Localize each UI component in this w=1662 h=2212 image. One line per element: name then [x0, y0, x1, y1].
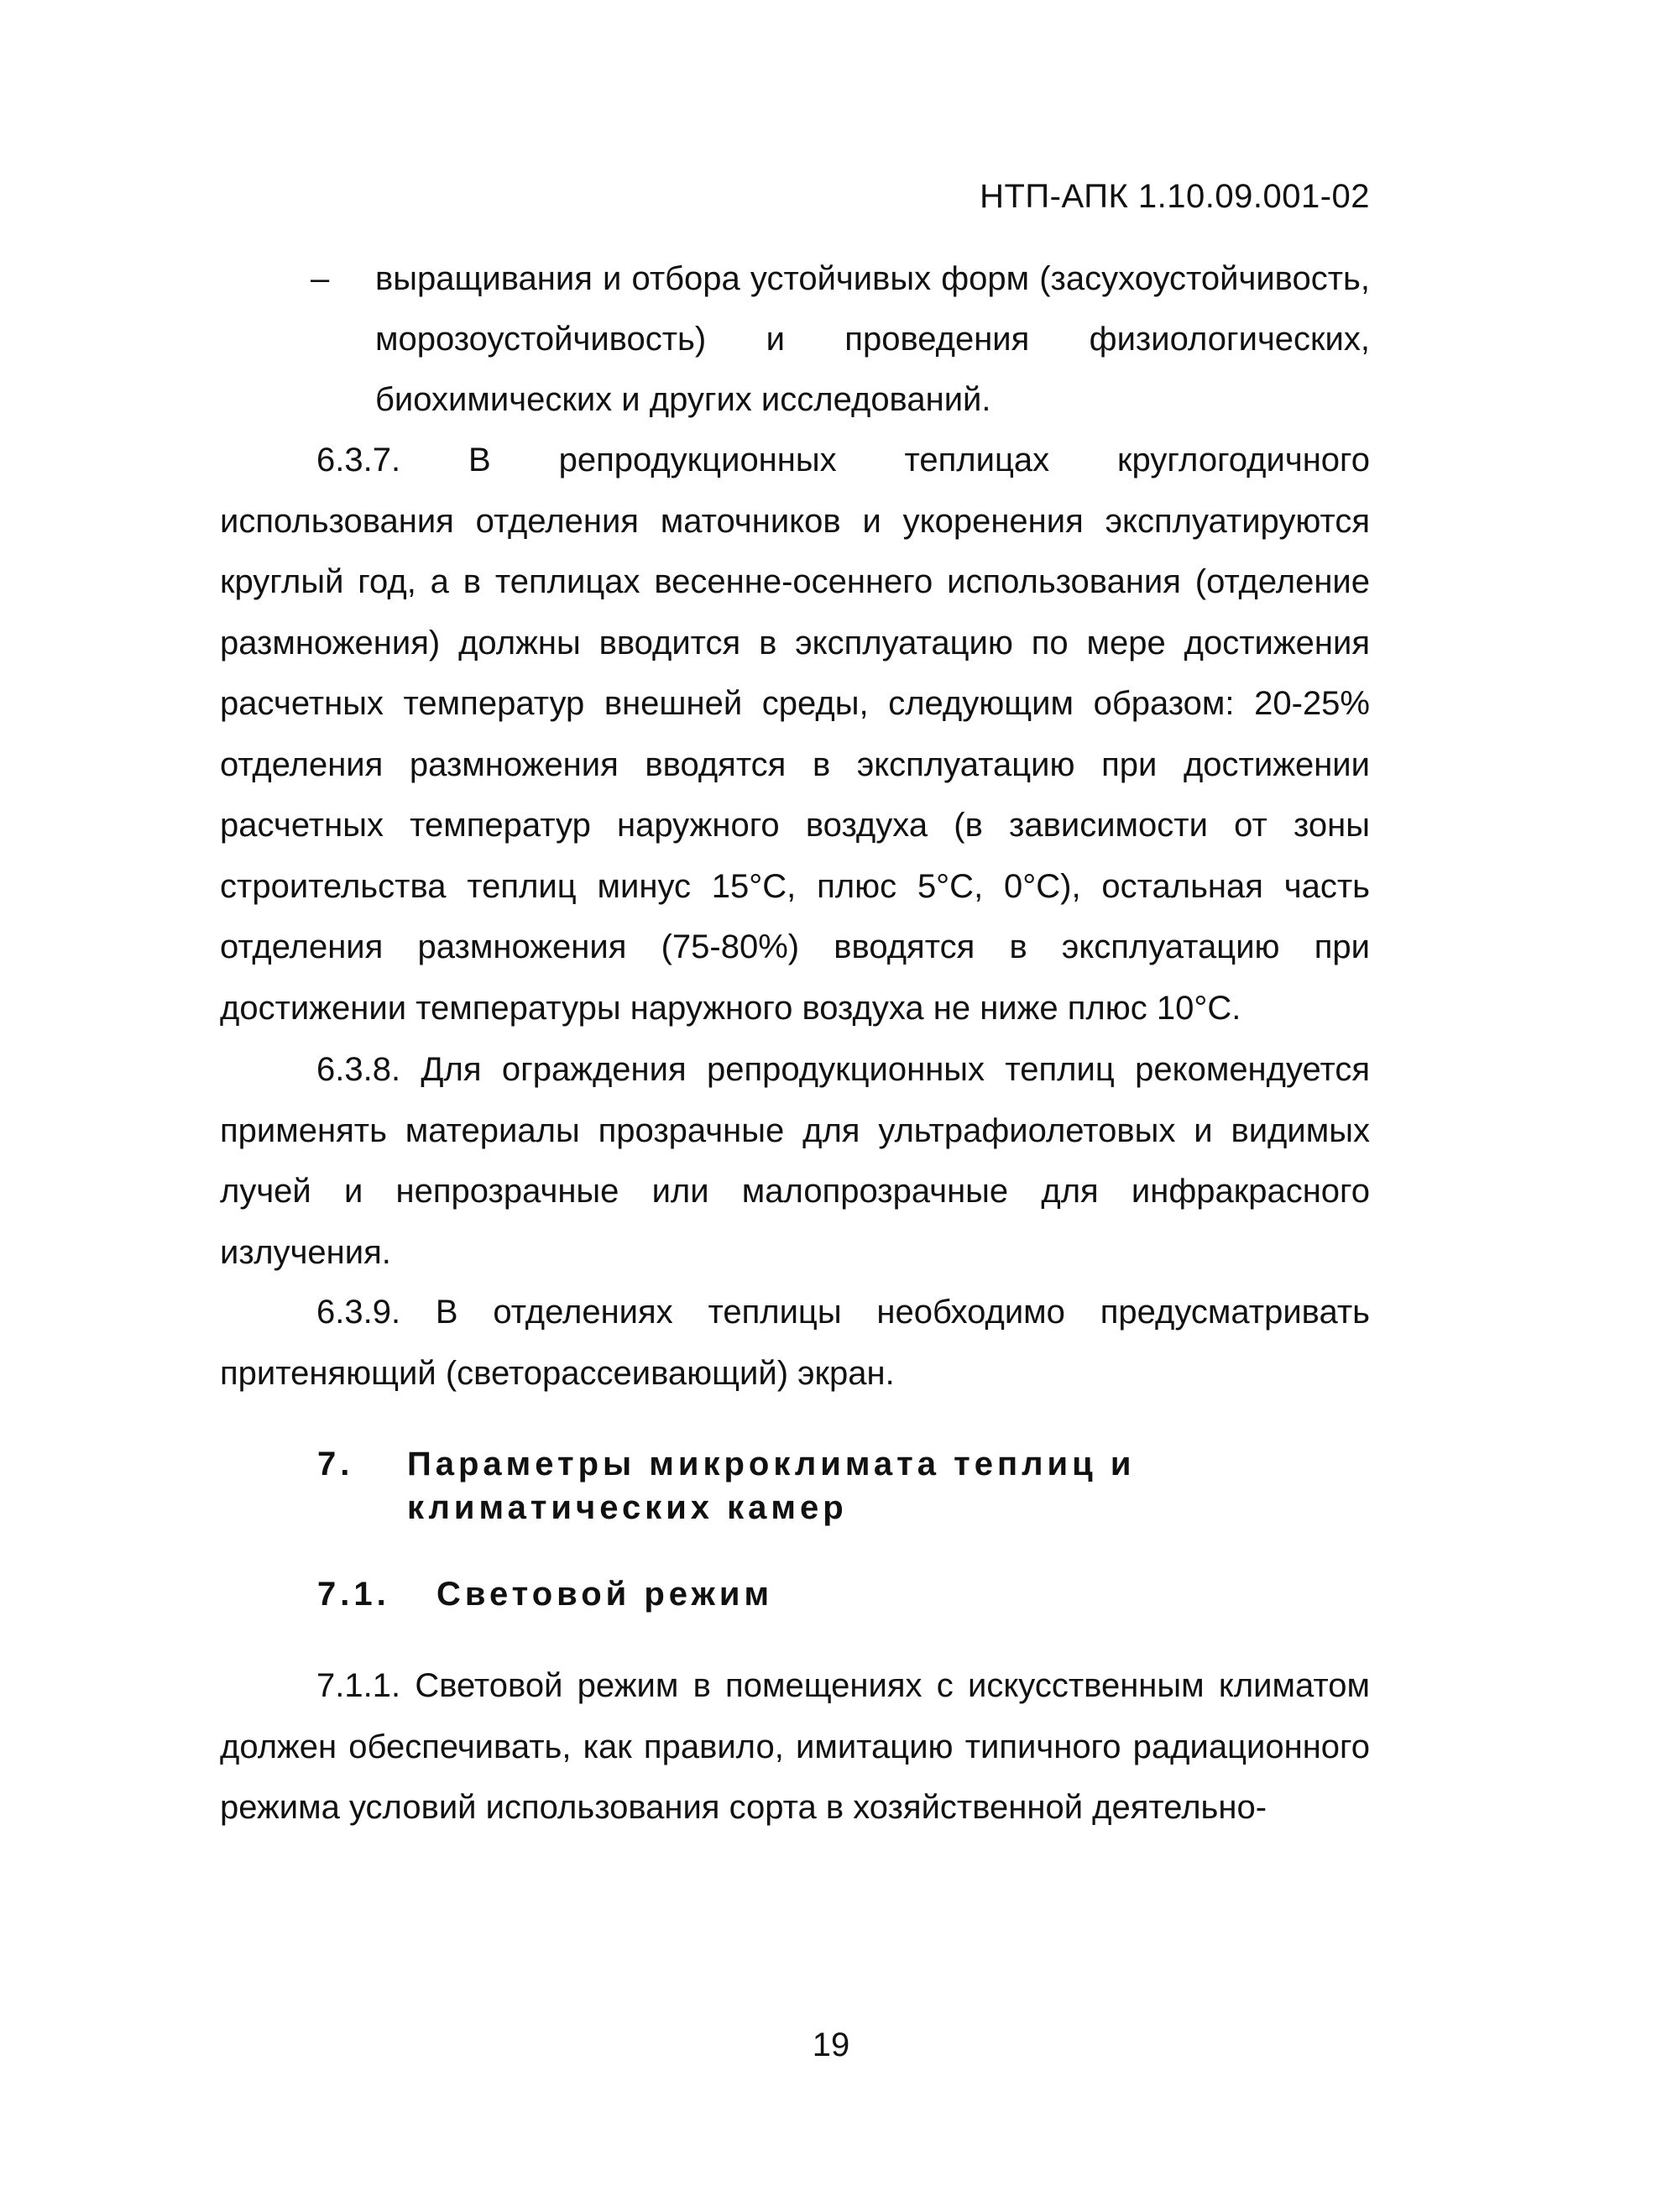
section-7-title-line2: климатических камер — [407, 1489, 848, 1526]
section-7-heading — [317, 1442, 1367, 1535]
paragraph-6-3-8: 6.3.8. Для ограждения репродукционных теплиц рекомендуется применять материалы прозрачные для ультрафиолетовых и видимых лучей и непрозрачные или малопрозрачные для инфракрасного излучения. — [220, 1051, 1370, 1271]
page-number: 19 — [812, 2026, 850, 2063]
document-code: НТП-АПК 1.10.09.001-02 — [980, 178, 1370, 215]
paragraph-7-1-1: 7.1.1. Световой режим в помещениях с искусственным климатом должен обеспечивать, как правило, имитацию типичного радиационного режима условий использования сорта в хозяйственной деятельно- — [220, 1667, 1370, 1826]
section-7-title-line1: Параметры микроклимата теплиц и — [407, 1446, 1136, 1483]
paragraph-6-3-9: 6.3.9. В отделениях теплицы необходимо предусматривать притеняющий (светорассеивающий) экран. — [220, 1294, 1370, 1392]
section-7-number: 7. — [317, 1446, 354, 1483]
paragraph-6-3-7: 6.3.7. В репродукционных теплицах круглогодичного использования отделения маточников и укоренения эксплуатируются круглый год, а в теплицах весенне-осеннего использования (отделение размножения) должны вводится в эксплуатацию по мере достижения расчетных температур внешней среды, следующим образом: 20-25% отделения размножения вводятся в эксплуатацию при достижении расчетных температур наружного воздуха (в зависимости от зоны строительства теплиц минус 15°С, плюс 5°С, 0°С), остальная часть отделения размножения (75-80%) вводятся в эксплуатацию при достижении температуры наружного воздуха не ниже плюс 10°С. — [220, 442, 1370, 1027]
section-7-1-heading — [317, 1572, 1367, 1623]
bullet-text: выращивания и отбора устойчивых форм (засухоустойчивость, морозоустойчивость) и проведения физиологических, биохимических и других исследований. — [375, 260, 1370, 418]
section-7-1-title: Световой режим — [436, 1576, 774, 1613]
section-7-1-number: 7.1. — [317, 1576, 390, 1613]
bullet-dash: – — [311, 260, 330, 297]
